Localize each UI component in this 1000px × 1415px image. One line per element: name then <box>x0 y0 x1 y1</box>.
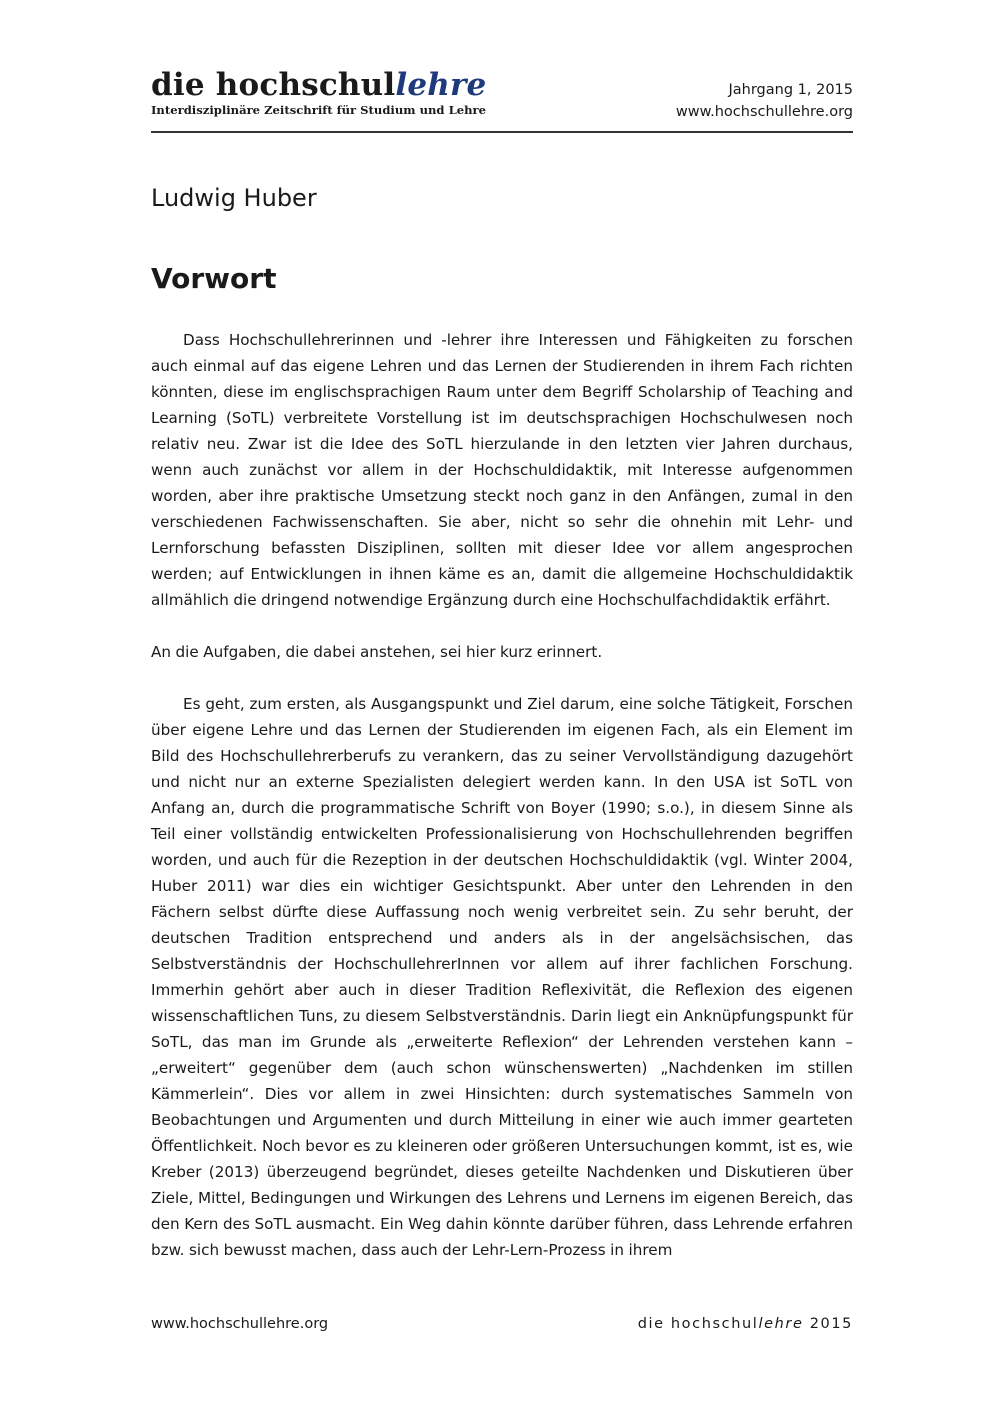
footer-journal <box>638 1314 853 1334</box>
author-name: Ludwig Huber <box>151 184 317 212</box>
article-title: Vorwort <box>151 262 277 295</box>
masthead-meta <box>676 79 853 123</box>
footer-year: 2015 <box>803 1316 853 1332</box>
footer-journal-italic: lehre <box>758 1316 804 1332</box>
website-link[interactable]: www.hochschullehre.org <box>675 104 853 120</box>
journal-subtitle: Interdisziplinäre Zeitschrift für Studium und Lehre <box>151 103 487 117</box>
article-body <box>151 327 853 1263</box>
journal-logo <box>151 66 486 104</box>
footer-website[interactable]: www.hochschullehre.org <box>151 1316 329 1332</box>
footer-journal-plain: die hochschul <box>637 1316 759 1332</box>
logo-plain: die hochschul <box>151 67 396 103</box>
paragraph: Dass Hochschullehrerinnen und -lehrer ihre Interessen und Fähigkeiten zu forschen auch einmal auf das eigene Lehren und das Lernen der Studierenden in ihrem Fach richten könnten, diese im englischsprachigen Raum unter dem Begriff Scholarship of Teaching and Learning (SoTL) verbreitete Vorstellung ist im deutschsprachigen Hochschulwesen noch relativ neu. Zwar ist die Idee des SoTL hierzulande in den letzten vier Jahren durchaus, wenn auch zunächst vor allem in der Hochschuldidaktik, mit Interesse aufgenommen worden, aber ihre praktische Umsetzung steckt noch ganz in den Anfängen, zumal in den verschiedenen Fachwissenschaften. Sie aber, nicht so sehr die ohnehin mit Lehr- und Lernforschung befassten Disziplinen, sollten mit dieser Idee vor allem angesprochen werden; auf Entwicklungen in ihnen käme es an, damit die allgemeine Hochschuldidaktik allmählich die dringend notwendige Ergänzung durch eine Hochschulfachdidaktik erfährt. <box>151 331 853 609</box>
paragraph: Es geht, zum ersten, als Ausgangspunkt und Ziel darum, eine solche Tätigkeit, Forschen über eigene Lehre und das Lernen der Studierenden im eigenen Fach, als ein Element im Bild des Hochschullehrerberufs zu verankern, das zu seiner Vervollständigung dazugehört und nicht nur an externe Spezialisten delegiert werden kann. In den USA ist SoTL von Anfang an, durch die programmatische Schrift von Boyer (1990; s.o.), in diesem Sinne als Teil einer vollständig entwickelten Professionalisierung von Hochschullehrenden begriffen worden, und auch für die Rezeption in der deutschen Hochschuldidaktik (vgl. Winter 2004, Huber 2011) war dies ein wichtiger Gesichtspunkt. Aber unter den Lehrenden in den Fächern selbst dürfte diese Auffassung noch wenig verbreitet sein. Zu sehr beruht, der deutschen Tradition entsprechend und anders als in der angelsächsischen, das Selbstverständnis der HochschullehrerInnen vor allem auf ihrer fachlichen Forschung. Immerhin gehört aber auch in dieser Tradition Reflexivität, die Reflexion des eigenen wissenschaftlichen Tuns, zu diesem Selbstverständnis. Darin liegt ein Anknüpfungspunkt für SoTL, das man im Grunde als „erweiterte Reflexion“ der Lehrenden verstehen kann – „erweitert“ gegenüber dem (auch schon wünschenswerten) „Nachdenken im stillen Kämmerlein“. Dies vor allem in zwei Hinsichten: durch systematisches Sammeln von Beobachtungen und Argumenten und durch Mitteilung in einer wie auch immer gearteten Öffentlichkeit. Noch bevor es zu kleineren oder größeren Untersuchungen kommt, ist es, wie Kreber (2013) überzeugend begründet, dieses geteilte Nachdenken und Diskutieren über Ziele, Mittel, Bedingungen und Wirkungen des Lehrens und Lernens im eigenen Bereich, das den Kern des SoTL ausmacht. Ein Weg dahin könnte darüber führen, dass Lehrende erfahren bzw. sich bewusst machen, dass auch der Lehr-Lern-Prozess in ihrem <box>151 695 853 1259</box>
masthead <box>151 66 853 132</box>
header-divider <box>151 131 853 133</box>
logo-italic: lehre <box>395 67 487 103</box>
paragraph: An die Aufgaben, die dabei anstehen, sei hier kurz erinnert. <box>151 643 603 661</box>
volume-label: Jahrgang 1, 2015 <box>728 82 853 98</box>
